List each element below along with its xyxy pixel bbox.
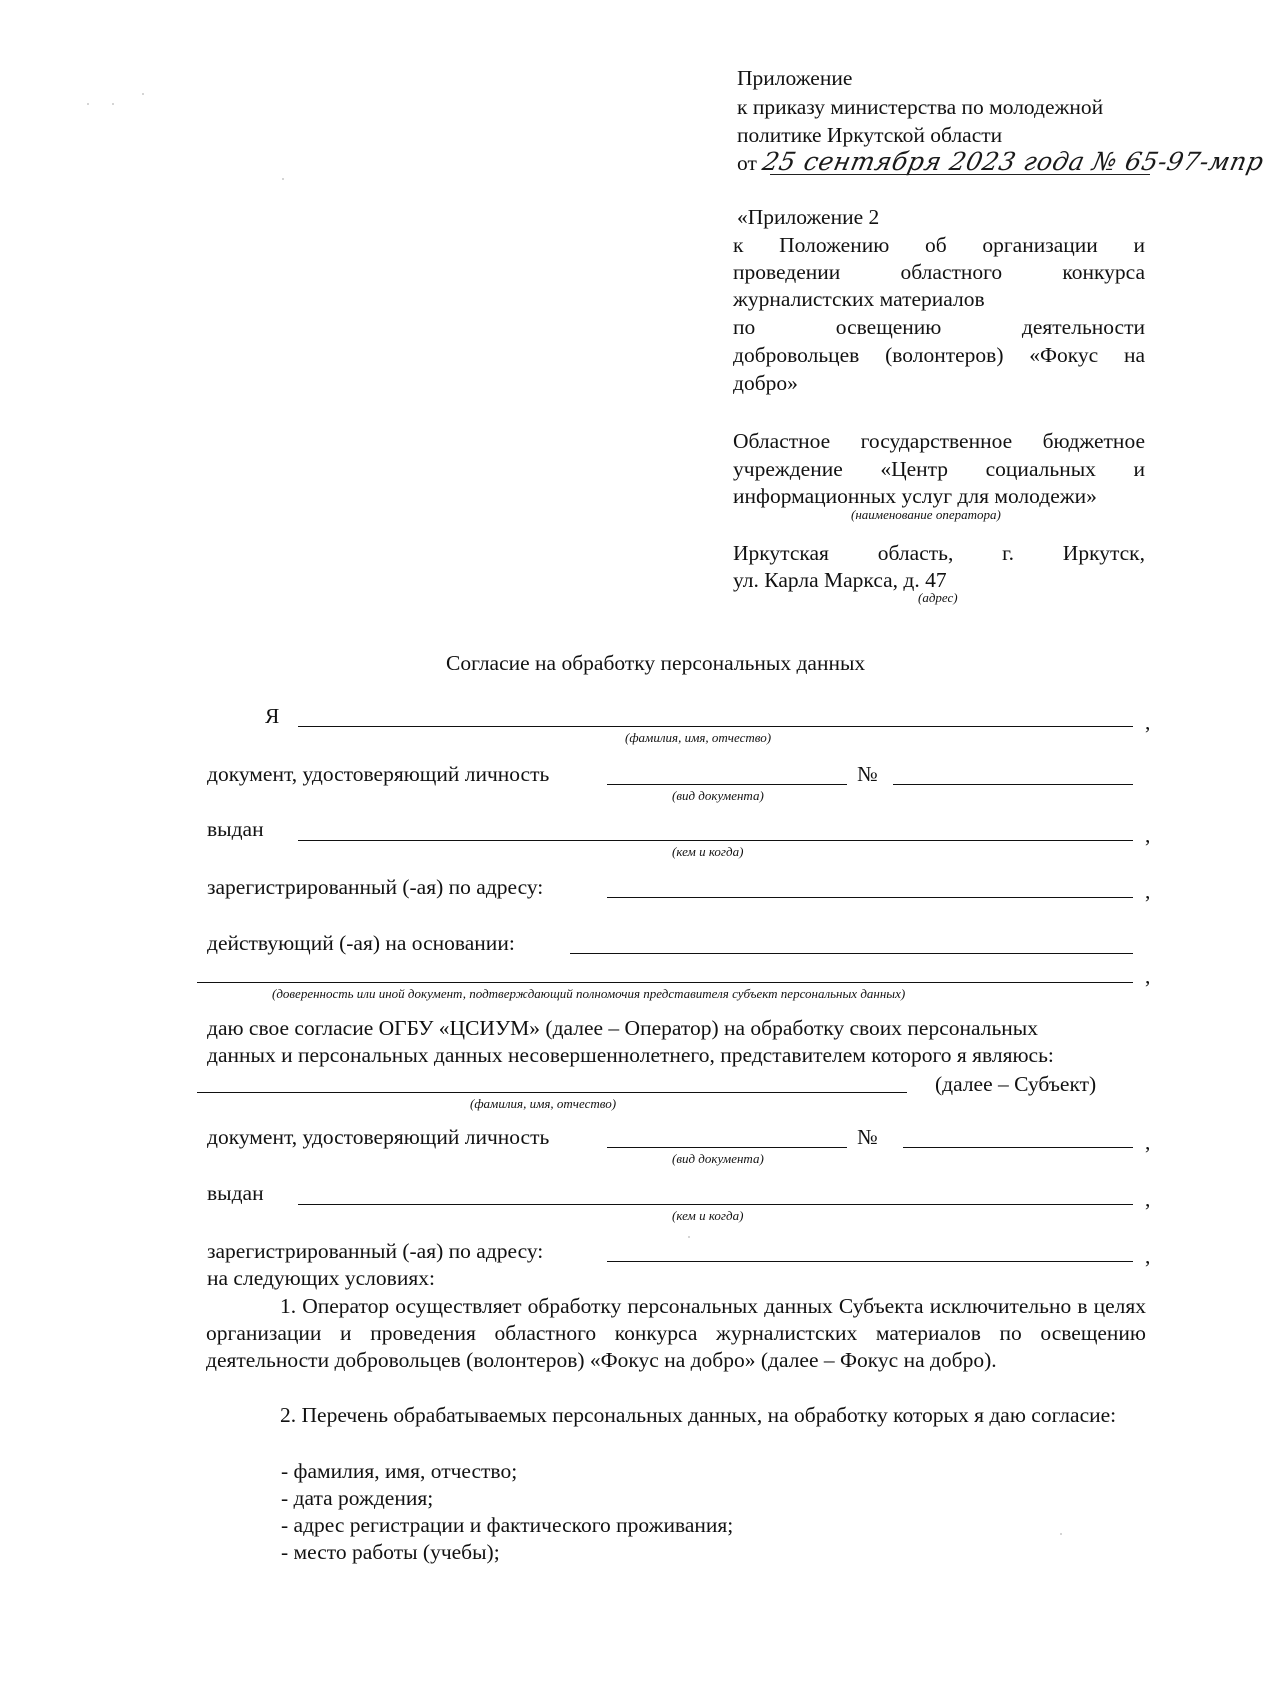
appendix2-line: проведении областного конкурса (733, 260, 1145, 284)
address-caption: (адрес) (918, 590, 958, 605)
scan-speck (87, 103, 89, 105)
clause-2: 2. Перечень обрабатываемых персональных данных, на обработку которых я даю согласие: (280, 1403, 1117, 1427)
scan-speck (688, 1236, 690, 1238)
subject-doc-type-field-line[interactable] (607, 1147, 847, 1148)
operator-line-3: информационных услуг для молодежи» (733, 484, 1097, 508)
appendix2-line: к Положению об организации и (733, 233, 1145, 257)
fio-field-line[interactable] (298, 726, 1133, 727)
id-doc-label: документ, удостоверяющий личность (207, 762, 550, 786)
comma: , (1145, 964, 1151, 988)
handwritten-date: 25 сентября 2023 года № 65-97-мпр (759, 147, 1266, 176)
order-date-line (737, 147, 1266, 177)
subject-doc-number-field-line[interactable] (903, 1147, 1133, 1148)
subject-registered-field-line[interactable] (607, 1261, 1133, 1262)
i-label: Я (265, 704, 280, 728)
proxy-caption: (доверенность или иной документ, подтверждающий полномочия представителя субъект персональных данных) (272, 986, 906, 1001)
number-sign: № (857, 762, 878, 786)
date-prefix: от (737, 151, 757, 175)
doc-type-caption: (вид документа) (672, 788, 764, 803)
list-item: - адрес регистрации и фактического проживания; (281, 1513, 734, 1537)
appendix2-title: «Приложение 2 (737, 205, 880, 229)
appendix2-line: добро» (733, 371, 798, 395)
subject-fio-caption: (фамилия, имя, отчество) (470, 1096, 617, 1111)
subject-registered-label: зарегистрированный (-ая) по адресу: (207, 1239, 544, 1263)
acting-field-line[interactable] (570, 953, 1133, 954)
conditions-label: на следующих условиях: (207, 1266, 435, 1290)
comma: , (1145, 1244, 1151, 1268)
consent-line-2: данных и персональных данных несовершеннолетнего, представителем которого я являюсь: (207, 1043, 1054, 1067)
number-sign: № (857, 1125, 878, 1149)
list-item: - место работы (учебы); (281, 1540, 500, 1564)
clause-1: 1. Оператор осуществляет обработку персональных данных Субъекта исключительно в целях организации и проведения областного конкурса журналистских материалов по освещению деятельности добровольцев (волонтеров) «Фокус на добро» (далее – Фокус на добро). (206, 1294, 1146, 1372)
issued-field-line[interactable] (298, 840, 1133, 841)
document-title: Согласие на обработку персональных данных (446, 651, 866, 675)
scan-speck (282, 178, 284, 180)
scan-speck (112, 103, 114, 105)
list-item: - дата рождения; (281, 1486, 434, 1510)
subject-fio-field-line[interactable] (197, 1092, 907, 1093)
consent-line-1: даю свое согласие ОГБУ «ЦСИУМ» (далее – Оператор) на обработку своих персональных (207, 1016, 1038, 1040)
subject-id-doc-label: документ, удостоверяющий личность (207, 1125, 550, 1149)
fio-caption: (фамилия, имя, отчество) (625, 730, 772, 745)
appendix2-line: добровольцев (волонтеров) «Фокус на (733, 343, 1145, 367)
doc-type-field-line[interactable] (607, 784, 847, 785)
doc-number-field-line[interactable] (893, 784, 1133, 785)
order-line-1: к приказу министерства по молодежной (737, 95, 1104, 119)
registered-field-line[interactable] (607, 897, 1133, 898)
operator-line-1: Областное государственное бюджетное (733, 429, 1145, 453)
subject-issued-label: выдан (207, 1181, 264, 1205)
appendix-title: Приложение (737, 66, 853, 90)
list-item: - фамилия, имя, отчество; (281, 1459, 518, 1483)
comma: , (1145, 1130, 1151, 1154)
scan-speck (142, 93, 144, 95)
comma: , (1145, 823, 1151, 847)
subject-issued-field-line[interactable] (298, 1204, 1133, 1205)
proxy-field-line[interactable] (197, 982, 1133, 983)
operator-caption: (наименование оператора) (851, 507, 1001, 522)
operator-address-2: ул. Карла Маркса, д. 47 (733, 568, 947, 592)
subject-suffix: (далее – Субъект) (935, 1072, 1097, 1096)
scan-speck (1060, 1533, 1062, 1535)
comma: , (1145, 1187, 1151, 1211)
comma: , (1145, 710, 1151, 734)
order-line-2: политике Иркутской области (737, 123, 1003, 147)
issued-label: выдан (207, 817, 264, 841)
operator-address-1: Иркутская область, г. Иркутск, (733, 541, 1145, 565)
acting-label: действующий (-ая) на основании: (207, 931, 515, 955)
appendix2-line: по освещению деятельности (733, 315, 1145, 339)
appendix2-line: журналистских материалов (733, 287, 985, 311)
issued-caption: (кем и когда) (672, 844, 744, 859)
registered-label: зарегистрированный (-ая) по адресу: (207, 875, 544, 899)
operator-line-2: учреждение «Центр социальных и (733, 457, 1145, 481)
comma: , (1145, 879, 1151, 903)
subject-doc-type-caption: (вид документа) (672, 1151, 764, 1166)
subject-issued-caption: (кем и когда) (672, 1208, 744, 1223)
date-underline (770, 174, 1150, 175)
